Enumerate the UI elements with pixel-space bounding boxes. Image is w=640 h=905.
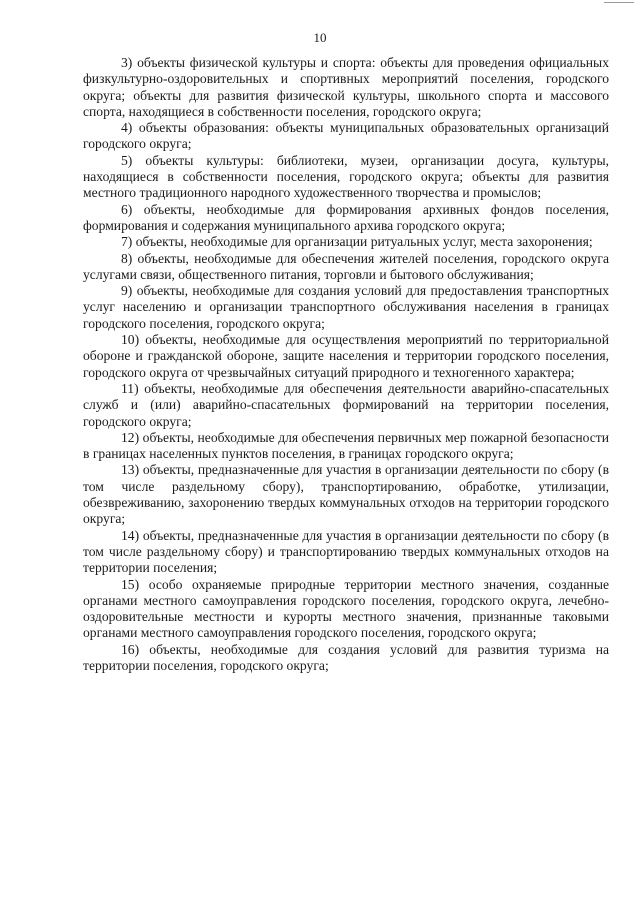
list-item: 10) объекты, необходимые для осуществления мероприятий по территориальной обороне и гражданской обороне, защите населения и территории городского поселения, городского округа от чрезвычайных ситуаций природного и техногенного характера;: [83, 332, 609, 380]
list-item: 8) объекты, необходимые для обеспечения жителей поселения, городского округа услугами связи, общественного питания, торговли и бытового обслуживания;: [83, 250, 609, 282]
list-item: 7) объекты, необходимые для организации ритуальных услуг, места захоронения;: [121, 234, 593, 250]
list-item: 14) объекты, предназначенные для участия в организации деятельности по сбору (в том числе раздельному сбору) и транспортированию твердых коммунальных отходов на территории поселения;: [83, 527, 609, 576]
document-body: [83, 55, 609, 674]
list-item: 11) объекты, необходимые для обеспечения деятельности аварийно-спасательных служб и (или) аварийно-спасательных формирований на территории поселения, городского округа;: [83, 380, 609, 429]
list-item: 15) особо охраняемые природные территории местного значения, созданные органами местного самоуправления городского поселения, городского округа, лечебно-оздоровительные местности и курорты местного значения, признанные таковыми органами местного самоуправления городского поселения, городского округа;: [83, 576, 609, 641]
list-item: 5) объекты культуры: библиотеки, музеи, организации досуга, культуры, находящиеся в собственности поселения, городского округа; объекты для развития местного традиционного народного художественного творчества и промыслов;: [83, 152, 609, 201]
list-item: 3) объекты физической культуры и спорта: объекты для проведения официальных физкультурно-оздоровительных и спортивных мероприятий поселения, городского округа; объекты для развития физической культуры, школьного спорта и массового спорта, находящиеся в собственности поселения, городского округа;: [83, 55, 609, 119]
list-item: 16) объекты, необходимые для создания условий для развития туризма на территории поселения, городского округа;: [83, 641, 609, 673]
page-number: 10: [313, 30, 327, 45]
list-item: 13) объекты, предназначенные для участия в организации деятельности по сбору (в том числе раздельному сбору), транспортированию, обработке, утилизации, обезвреживанию, захоронению твердых коммунальных отходов на территории городского округа;: [83, 462, 609, 527]
scan-edge-mark: [604, 2, 634, 3]
list-item: 9) объекты, необходимые для создания условий для предоставления транспортных услуг населению и организации транспортного обслуживания населения в границах городского поселения, городского округа;: [83, 283, 609, 331]
list-item: 12) объекты, необходимые для обеспечения первичных мер пожарной безопасности в границах населенных пунктов поселения, в границах городского округа;: [83, 429, 609, 462]
list-item: 6) объекты, необходимые для формирования архивных фондов поселения, формирования и содержания муниципального архива городского округа;: [83, 201, 609, 233]
list-item: 4) объекты образования: объекты муниципальных образовательных организаций городского округа;: [83, 120, 609, 152]
